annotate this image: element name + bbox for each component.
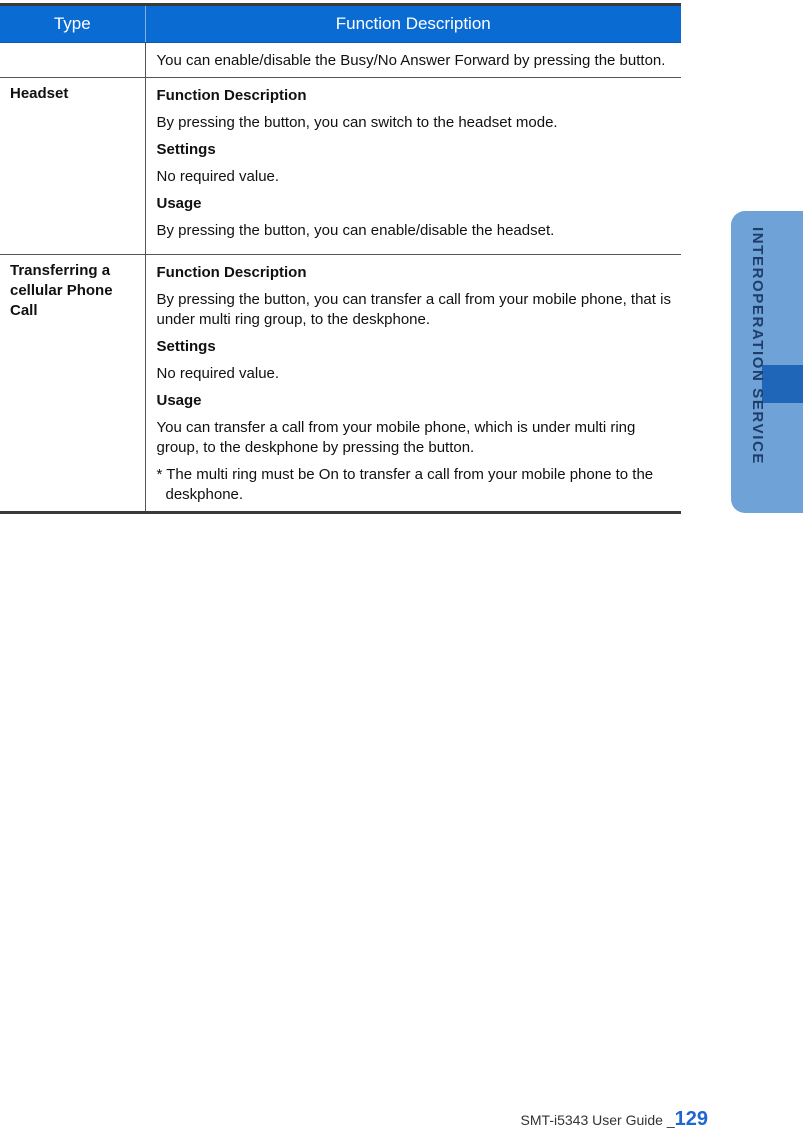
description-cell: [145, 255, 681, 513]
chapter-side-tab-label: INTEROPERATION SERVICE: [749, 227, 766, 466]
footer-guide-title: SMT-i5343 User Guide _: [520, 1112, 675, 1128]
usage-heading: Usage: [156, 195, 202, 212]
description-cell: [145, 43, 681, 78]
header-type: Type: [0, 6, 145, 43]
function-table-container: [0, 3, 681, 514]
function-text: By pressing the button, you can switch to the headset mode.: [156, 114, 558, 131]
settings-heading: Settings: [156, 338, 216, 355]
table-row-transfer-call: [0, 255, 681, 513]
function-heading: Function Description: [156, 87, 307, 104]
continued-text: You can enable/disable the Busy/No Answer Forward by pressing the button.: [156, 52, 666, 69]
description-cell: [145, 78, 681, 255]
settings-heading: Settings: [156, 141, 216, 158]
note-text: * The multi ring must be On to transfer a call from your mobile phone to the deskphone.: [156, 466, 654, 503]
type-cell-transfer: Transferring a cellular Phone Call: [0, 255, 145, 513]
function-heading: Function Description: [156, 264, 307, 281]
function-text: By pressing the button, you can transfer a call from your mobile phone, that is under multi ring group, to the deskphone.: [156, 291, 671, 328]
table-row-continued: [0, 43, 681, 78]
type-cell-headset: Headset: [0, 78, 145, 255]
function-table: [0, 6, 681, 514]
chapter-side-tab-marker: [762, 365, 803, 403]
usage-text: By pressing the button, you can enable/disable the headset.: [156, 222, 555, 239]
chapter-side-tab: [731, 211, 803, 513]
settings-text: No required value.: [156, 365, 280, 382]
table-row-headset: [0, 78, 681, 255]
settings-text: No required value.: [156, 168, 280, 185]
page-number: 129: [674, 1108, 708, 1130]
usage-heading: Usage: [156, 392, 202, 409]
usage-text: You can transfer a call from your mobile phone, which is under multi ring group, to the deskphone by pressing the button.: [156, 419, 636, 456]
type-cell-empty: [0, 43, 145, 78]
table-header-row: [0, 6, 681, 43]
page-footer: [521, 1108, 708, 1131]
header-function-description: Function Description: [145, 6, 681, 43]
